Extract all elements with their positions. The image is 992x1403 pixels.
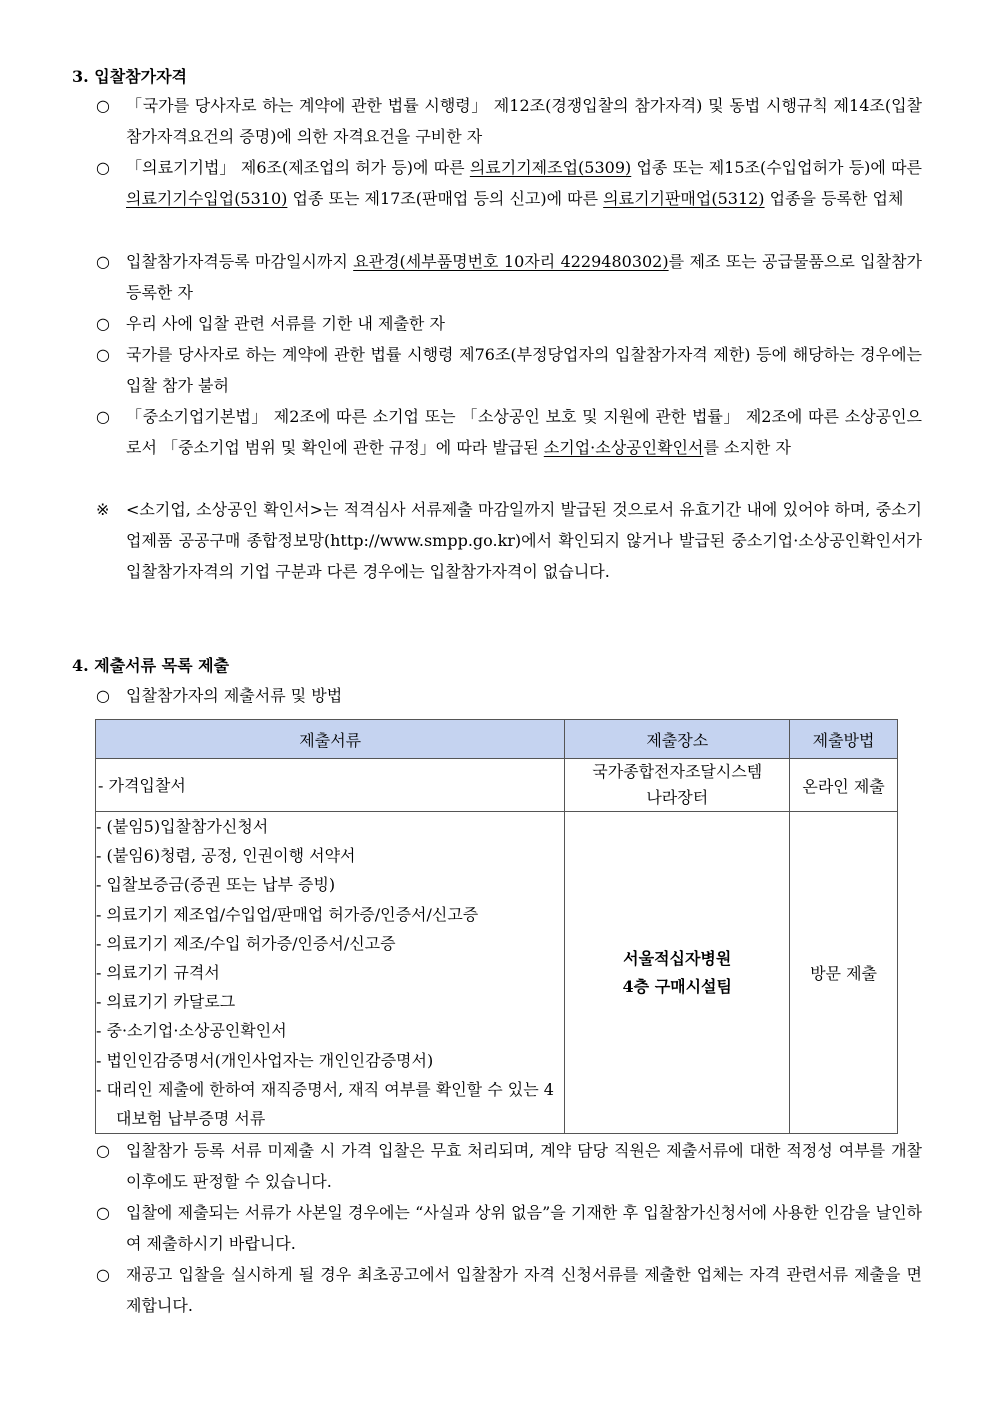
document-list-item: - 대리인 제출에 한하여 재직증명서, 재직 여부를 확인할 수 있는 4대보험 납부증명 서류: [96, 1079, 554, 1129]
place-line: 서울적십자병원: [623, 948, 732, 968]
table-row: [96, 759, 898, 812]
note-text: 입찰에 제출되는 서류가 사본일 경우에는 “사실과 상위 없음”을 기재한 후 입찰참가신청서에 사용한 인감을 날인하여 제출하시기 바랍니다.: [126, 1203, 922, 1253]
underlined-term: 소기업·소상공인확인서: [543, 438, 704, 457]
place-line: 4층 구매시설팀: [622, 976, 732, 996]
document-list-item: - 법인인감증명서(개인사업자는 개인인감증명서): [96, 1050, 434, 1070]
reference-mark-icon: ※: [96, 500, 110, 519]
document-list-item: - 중·소기업·소상공인확인서: [96, 1021, 287, 1041]
item-text: 입찰참가자격등록 마감일시까지: [126, 252, 354, 271]
circle-bullet-icon: ○: [96, 686, 110, 705]
place-cell: [565, 812, 790, 1134]
item-text: 「국가를 당사자로 하는 계약에 관한 법률 시행령」 제12조(경쟁입찰의 참가자격) 및 동법 시행규칙 제14조(입찰참가자격요건의 증명)에 의한 자격요건을 구비한 자: [126, 96, 922, 146]
submission-note-1: [96, 1135, 922, 1197]
item-text: 업종 또는 제15조(수입업허가 등)에 따른: [631, 158, 922, 177]
qualification-item-1: [96, 90, 922, 152]
item-text: 「중소기업기본법」 제2조에 따른 소기업 또는 「소상공인 보호 및 지원에 관한 법률」 제2조에 따른 소상공인으로서 「중소기업 범위 및 확인에 관한 규정」에 따라 발급된: [126, 407, 922, 457]
qualification-note: [96, 494, 922, 587]
circle-bullet-icon: ○: [96, 252, 110, 271]
header-place: 제출장소: [565, 720, 790, 759]
submission-intro: [96, 680, 922, 711]
circle-bullet-icon: ○: [96, 407, 110, 426]
documents-cell: - 가격입찰서: [96, 759, 565, 812]
section-3-heading: 3. 입찰참가자격: [72, 67, 188, 86]
documents-cell: [96, 812, 565, 1134]
document-list-item: - 의료기기 제조업/수입업/판매업 허가증/인증서/신고증: [96, 904, 479, 924]
method-cell: 방문 제출: [790, 812, 898, 1134]
note-text: 재공고 입찰을 실시하게 될 경우 최초공고에서 입찰참가 자격 신청서류를 제출한 업체는 자격 관련서류 제출을 면제합니다.: [126, 1265, 922, 1315]
document-list-item: - 의료기기 제조/수입 허가증/인증서/신고증: [96, 933, 396, 953]
item-text: 를 소지한 자: [703, 438, 791, 457]
circle-bullet-icon: ○: [96, 96, 110, 115]
intro-text: 입찰참가자의 제출서류 및 방법: [126, 686, 343, 705]
circle-bullet-icon: ○: [96, 1141, 110, 1160]
document-list-item: - 의료기기 카달로그: [96, 992, 236, 1012]
underlined-term: 의료기기판매업(5312): [603, 189, 765, 208]
item-text: 를 제조 또는 공급물품으로 입찰참가 등록한 자: [126, 252, 922, 302]
submission-table: [95, 719, 898, 1134]
note-text: 입찰참가 등록 서류 미제출 시 가격 입찰은 무효 처리되며, 계약 담당 직원은 제출서류에 대한 적정성 여부를 개찰 이후에도 판정할 수 있습니다.: [126, 1141, 922, 1191]
document-list-item: - 입찰보증금(증권 또는 납부 증빙): [96, 875, 336, 895]
table-row: [96, 812, 898, 1134]
item-text: 「의료기기법」 제6조(제조업의 허가 등)에 따른: [126, 158, 470, 177]
item-text: 업종을 등록한 업체: [764, 189, 904, 208]
submission-note-3: [96, 1259, 922, 1321]
place-cell: [565, 759, 790, 812]
qualification-item-5: [96, 339, 922, 401]
header-method: 제출방법: [790, 720, 898, 759]
circle-bullet-icon: ○: [96, 345, 110, 364]
underlined-term: 의료기기수입업(5310): [126, 189, 288, 208]
item-text: 업종 또는 제17조(판매업 등의 신고)에 따른: [287, 189, 604, 208]
underlined-term: 요관경(세부품명번호 10자리 4229480302): [353, 252, 669, 271]
circle-bullet-icon: ○: [96, 314, 110, 333]
document-list-item: - (붙임5)입찰참가신청서: [96, 817, 269, 836]
header-documents: 제출서류: [96, 720, 565, 759]
circle-bullet-icon: ○: [96, 1203, 110, 1222]
note-text: <소기업, 소상공인 확인서>는 적격심사 서류제출 마감일까지 발급된 것으로서 유효기간 내에 있어야 하며, 중소기업제품 공공구매 종합정보망(http://www.smpp.go.kr)에서 확인되지 않거나 발급된 중소기업·소상공인확인서가 입찰참가자격의 기업 구분과 다른 경우에는 입찰참가자격이 없습니다.: [126, 500, 922, 581]
circle-bullet-icon: ○: [96, 1265, 110, 1284]
qualification-item-6: [96, 401, 922, 463]
section-4-heading: 4. 제출서류 목록 제출: [72, 656, 230, 675]
underlined-term: 의료기기제조업(5309): [469, 158, 632, 177]
qualification-item-4: [96, 308, 922, 339]
document-list-item: - 의료기기 규격서: [96, 963, 220, 983]
place-line: 나라장터: [646, 788, 709, 807]
document-list-item: - (붙임6)청렴, 공정, 인권이행 서약서: [96, 846, 356, 866]
table-header-row: [96, 720, 898, 759]
item-text: 우리 사에 입찰 관련 서류를 기한 내 제출한 자: [126, 314, 445, 333]
qualification-item-2: [96, 152, 922, 214]
circle-bullet-icon: ○: [96, 158, 110, 177]
place-line: 국가종합전자조달시스템: [592, 762, 763, 781]
method-cell: 온라인 제출: [790, 759, 898, 812]
item-text: 국가를 당사자로 하는 계약에 관한 법률 시행령 제76조(부정당업자의 입찰참가자격 제한) 등에 해당하는 경우에는 입찰 참가 불허: [126, 345, 922, 395]
submission-note-2: [96, 1197, 922, 1259]
qualification-item-3: [96, 246, 922, 308]
